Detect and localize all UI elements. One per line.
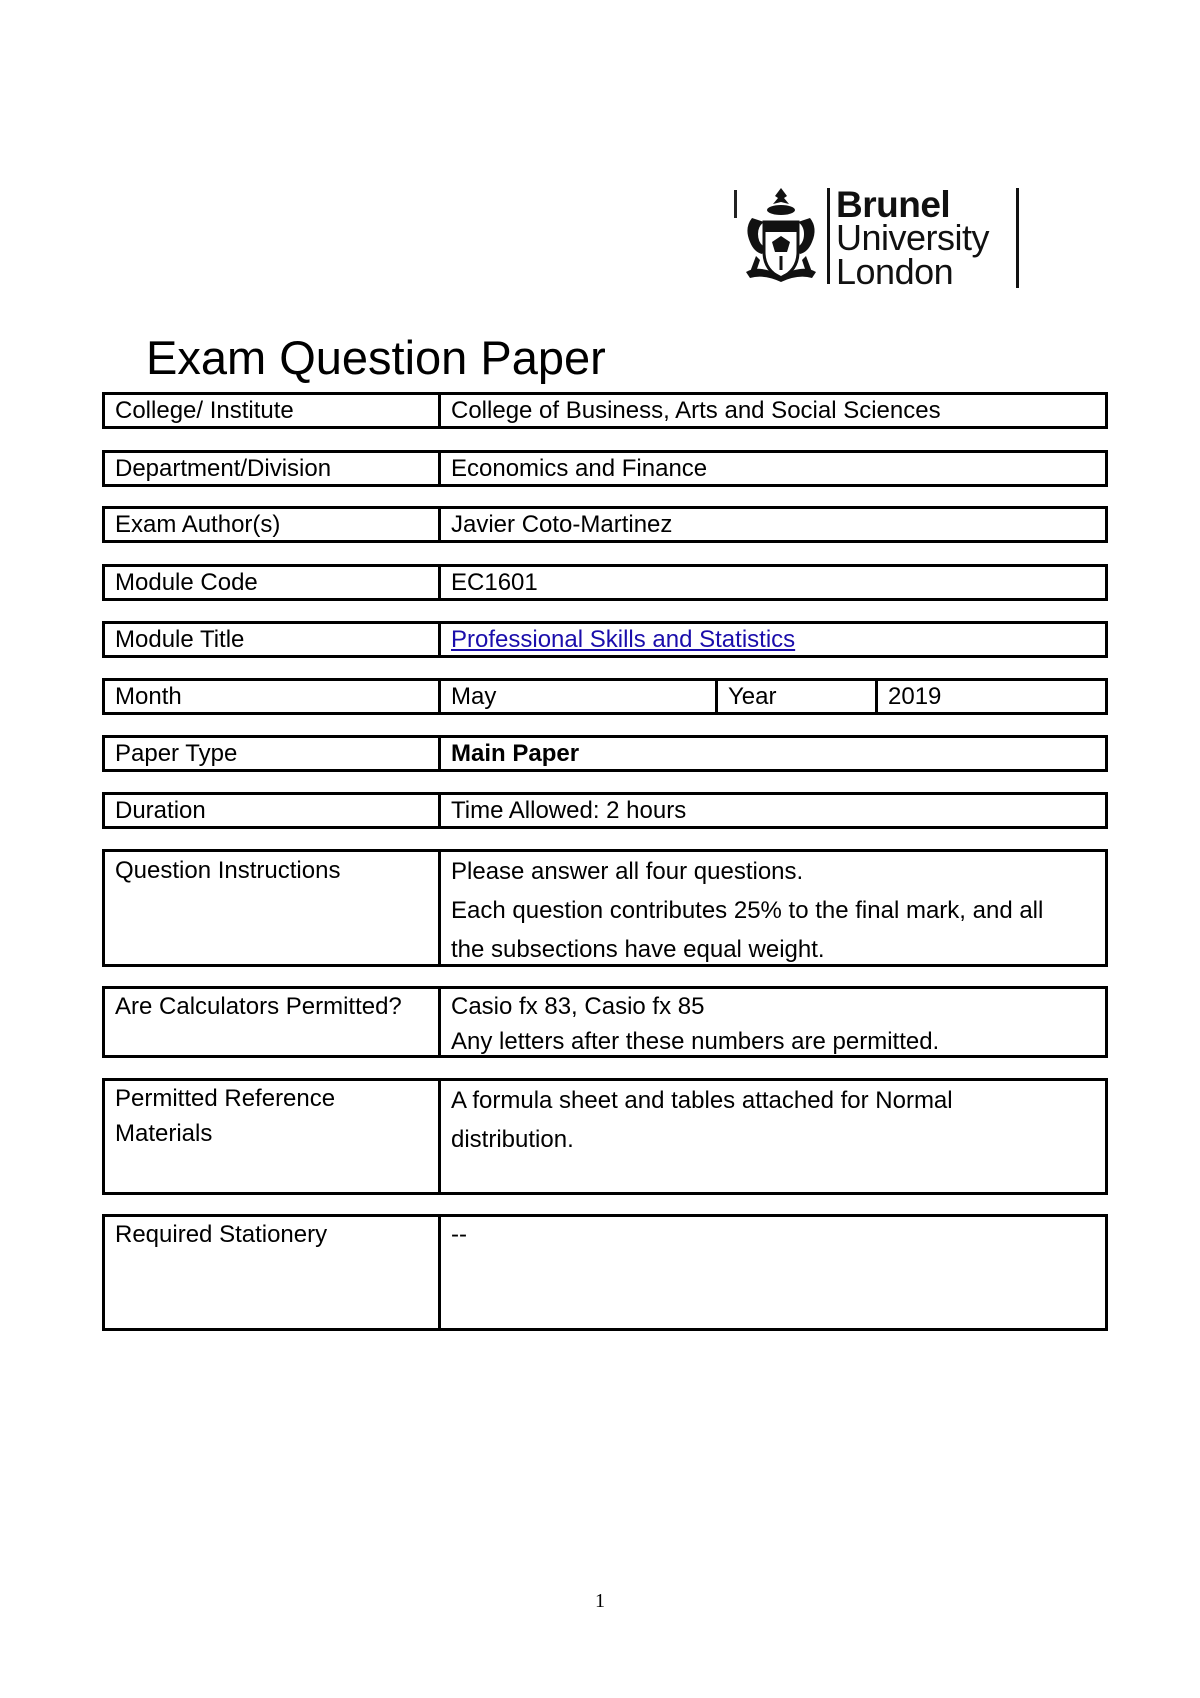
module-title-value	[441, 624, 1105, 655]
instructions-row	[102, 849, 1108, 967]
paper-type-label: Paper Type	[105, 738, 441, 769]
duration-value: Time Allowed: 2 hours	[451, 797, 687, 824]
instructions-label: Question Instructions	[105, 852, 441, 964]
paper-type-value: Main Paper	[451, 740, 580, 767]
duration-label: Duration	[105, 795, 441, 826]
stationery-row	[102, 1214, 1108, 1331]
module-code-row	[102, 564, 1108, 601]
stationery-value: --	[451, 1221, 467, 1248]
module-title-row	[102, 621, 1108, 658]
logo-word-university: University	[836, 217, 990, 258]
logo-left-rule	[734, 190, 737, 218]
college-label: College/ Institute	[105, 395, 441, 426]
year-label: Year	[718, 681, 878, 712]
paper-type-row	[102, 735, 1108, 772]
year-value: 2019	[888, 683, 942, 710]
month-value: May	[441, 681, 718, 712]
module-code-value: EC1601	[451, 569, 538, 596]
college-value: College of Business, Arts and Social Sciences	[451, 397, 941, 424]
logo-divider	[827, 188, 830, 284]
module-code-label: Module Code	[105, 567, 441, 598]
department-label: Department/Division	[105, 453, 441, 484]
calculators-line: Any letters after these numbers are permitted.	[451, 1028, 940, 1055]
department-row	[102, 450, 1108, 487]
reference-label	[105, 1081, 441, 1192]
reference-line: A formula sheet and tables attached for Normal	[451, 1087, 953, 1114]
stationery-label: Required Stationery	[105, 1217, 441, 1328]
logo-word-london: London	[836, 251, 954, 292]
author-row	[102, 506, 1108, 543]
calculators-label: Are Calculators Permitted?	[105, 989, 441, 1055]
module-title-link[interactable]: Professional Skills and Statistics	[451, 626, 796, 653]
calculators-line: Casio fx 83, Casio fx 85	[451, 993, 705, 1020]
instructions-line: Each question contributes 25% to the final mark, and all	[451, 897, 1044, 924]
calculators-value	[441, 989, 1105, 1055]
author-label: Exam Author(s)	[105, 509, 441, 540]
university-crest-icon	[742, 186, 820, 290]
brunel-logo	[734, 186, 1024, 290]
department-value: Economics and Finance	[451, 455, 708, 482]
logo-word-brunel: Brunel	[836, 184, 951, 225]
author-value: Javier Coto-Martinez	[451, 511, 673, 538]
page-number: 1	[595, 1590, 605, 1612]
reference-label-line: Materials	[115, 1120, 213, 1147]
reference-row	[102, 1078, 1108, 1195]
duration-row	[102, 792, 1108, 829]
college-row	[102, 392, 1108, 429]
reference-label-line: Permitted Reference	[115, 1085, 336, 1112]
instructions-line: Please answer all four questions.	[451, 858, 804, 885]
month-year-row	[102, 678, 1108, 715]
instructions-value	[441, 852, 1105, 964]
instructions-line: the subsections have equal weight.	[451, 936, 825, 963]
calculators-row	[102, 986, 1108, 1058]
module-title-label: Module Title	[105, 624, 441, 655]
page-title: Exam Question Paper	[146, 331, 606, 384]
reference-line: distribution.	[451, 1126, 574, 1153]
month-label: Month	[105, 681, 441, 712]
logo-right-rule	[1016, 188, 1019, 288]
reference-value	[441, 1081, 1105, 1192]
